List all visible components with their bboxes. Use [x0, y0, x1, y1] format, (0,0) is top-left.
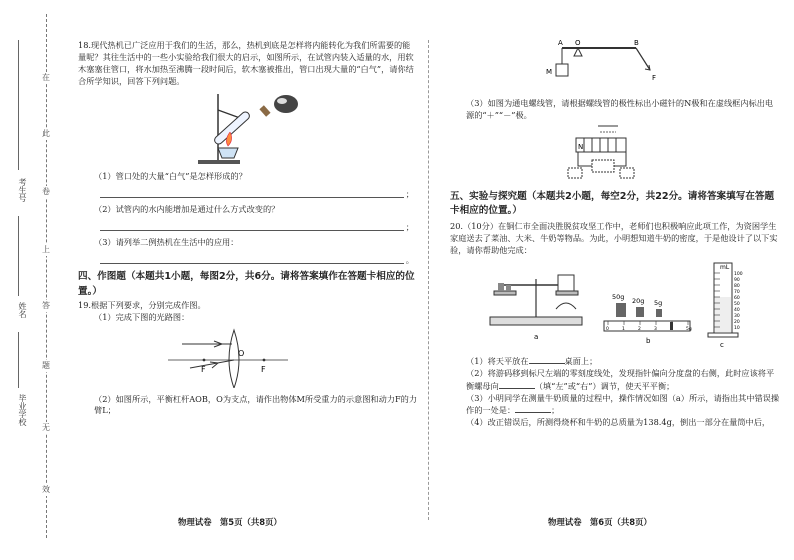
binding-mark: 题: [42, 361, 50, 370]
answer-line-1[interactable]: [100, 189, 414, 200]
q20-sub1: [450, 355, 780, 368]
answer-blank-3[interactable]: [515, 404, 551, 413]
label-m: M: [546, 68, 553, 76]
white-gas-cloud: [274, 95, 298, 113]
q20-sub1-text-b: 桌面上；: [564, 355, 598, 366]
lever-figure: [450, 36, 780, 92]
ruler-tick-label: 3: [654, 326, 657, 332]
dashed-box-left[interactable]: [568, 168, 582, 178]
clamp-arm: [218, 110, 240, 118]
field-line-name: [18, 216, 19, 296]
weight-50g: [616, 303, 626, 317]
fulcrum-icon: [574, 48, 582, 56]
q20-sub2-text-b: （填“左”或“右”）调节，使天平平衡；: [534, 380, 675, 391]
section-4-title: 四、作图题（本题共1小题，每图2分，共6分。请将答案填作在答题卡相应的位置。）: [78, 271, 415, 297]
object-m: [556, 64, 568, 76]
force-f-line: [636, 48, 650, 70]
section-5-title: 五、实验与探究题（本题共2小题，每空2分，共22分。请将答案填写在答题卡相应的位置。）: [450, 190, 775, 217]
solenoid-figure: [450, 122, 780, 184]
incident-ray-2: [190, 360, 234, 368]
right-pan: [556, 291, 578, 295]
cylinder-tick-label: 80: [734, 283, 740, 289]
answer-line-3[interactable]: [100, 255, 414, 266]
cylinder-tick-label: 100: [734, 271, 743, 277]
q19-stem: 19.根据下列要求，分别完成作图。: [78, 299, 206, 310]
ruler-tick-label: 1: [622, 326, 625, 332]
label-o: O: [575, 39, 581, 47]
cylinder-tick-label: 40: [734, 307, 740, 313]
answer-line-2[interactable]: [100, 222, 414, 233]
field-line-school: [18, 332, 19, 388]
label-f-right: F: [261, 364, 266, 374]
density-experiment-figure: [450, 257, 780, 351]
label-b: b: [646, 336, 651, 345]
ruler-tick-label: 5g: [686, 326, 692, 332]
dashed-box-right[interactable]: [620, 168, 634, 178]
binding-mark: 卷: [42, 187, 50, 196]
q19-sub3: （3）如图为通电螺线管，请根据螺线管的极性标出小磁针的N极和在虚线框内标出电源的“＋”“－”极。: [466, 97, 774, 120]
label-n: N: [578, 142, 584, 151]
alcohol-lamp: [218, 148, 238, 158]
ruler-tick-label: 2: [638, 326, 641, 332]
label-a: A: [558, 39, 563, 47]
focal-point-right: [263, 358, 266, 361]
weight-label-50g: 50g: [612, 292, 625, 301]
cylinder-tick-label: 50: [734, 301, 740, 307]
binding-mark: 答: [42, 301, 50, 310]
q19-sub1: （1）完成下图的光路图：: [94, 311, 190, 322]
field-label-name: 姓名: [18, 302, 27, 318]
cork-stopper: [259, 105, 270, 116]
beaker: [558, 275, 574, 291]
binding-mark: 在: [42, 73, 50, 82]
answer-blank-1[interactable]: [529, 355, 565, 364]
label-o: O: [238, 348, 245, 358]
stand-base: [198, 160, 240, 164]
weight-20g: [636, 307, 644, 317]
q20-sub1-text-a: （1）将天平放在: [466, 355, 529, 366]
focal-point-left: [203, 358, 206, 361]
convex-lens: [229, 330, 239, 388]
label-f: F: [652, 74, 657, 82]
q20-sub3-text-b: ；: [551, 405, 560, 416]
page-footer-left: 物理试卷 第5页（共8页）: [178, 517, 282, 527]
rider-icon[interactable]: [670, 322, 673, 330]
binding-dashed-line: [46, 14, 47, 538]
weight-5g: [656, 309, 662, 317]
weight-label-20g: 20g: [632, 296, 645, 305]
left-pan: [494, 291, 516, 295]
scale-ruler: [604, 321, 690, 331]
q20-stem: 20.（10分）在铜仁市全面决胜脱贫攻坚工作中，老师们也积极响应此项工作，为资困学生家庭送去了菜油、大米、牛奶等物品。为此，小明想知道牛奶的密度，于是他设计了以下实验，请你帮助他完成：: [450, 221, 778, 256]
field-label-exam-number: 考生号: [18, 178, 27, 202]
answer-line-3-end: 。: [405, 255, 414, 266]
field-label-school: 毕业学校: [18, 394, 27, 426]
lens-ray-figure: [78, 324, 418, 388]
q18-sub2: （2）试管内的水内能增加是通过什么方式改变的？: [94, 204, 280, 215]
page-divider: [428, 40, 429, 520]
white-gas-highlight: [277, 98, 287, 104]
q20-sub3-text-a: （3）小明同学在测量牛奶质量的过程中，操作情况如图（a）所示，请指出其中错误操作的一处是：: [466, 392, 780, 416]
label-a: a: [534, 332, 539, 341]
cylinder-tick-label: 10: [734, 325, 740, 331]
answer-blank-2[interactable]: [499, 380, 535, 389]
power-source-box[interactable]: [592, 160, 614, 172]
right-page: [450, 36, 780, 429]
label-b: B: [634, 39, 639, 47]
cylinder-base: [708, 333, 738, 337]
ruler-tick-label: 0: [606, 326, 609, 332]
q18-sub3: （3）请列举二例热机在生活中的应用：: [94, 237, 239, 248]
answer-line-1-end: ；: [405, 189, 414, 200]
label-ml: mL: [720, 263, 730, 271]
field-line-exam-number: [18, 40, 19, 170]
answer-line-2-end: ；: [405, 222, 414, 233]
q18-sub1: （1）管口处的大量“白气”是怎样形成的？: [94, 171, 247, 182]
steam-experiment-figure: [78, 88, 418, 168]
balance-base: [490, 317, 582, 325]
binding-mark: 效: [42, 485, 50, 494]
q18-stem: 18.现代热机已广泛应用于我们的生活，那么，热机到底是怎样将内能转化为我们所需要的能量呢？其往生活中的一些小实验给我们很大的启示，如图所示，在试管内装入适量的水，用软木塞塞住管口，将水加热至沸腾一段时间后，软木塞被推出，管口出现大量的“白气”，请你结合所学知识，回答下列问题。: [78, 40, 414, 86]
q19-sub2: （2）如图所示，平衡杠杆AOB，O为支点，请作出物体M所受重力的示意图和动力F的力臂L；: [94, 393, 418, 416]
hand-icon: [556, 303, 576, 309]
cylinder-tick-label: 90: [734, 277, 740, 283]
circuit-wire: [578, 152, 626, 166]
binding-mark: 此: [42, 129, 50, 138]
binding-margin: [0, 0, 70, 560]
binding-mark: 无: [42, 423, 50, 432]
cylinder-tick-label: 60: [734, 295, 740, 301]
q20-sub3: [450, 393, 780, 418]
q20-sub2-text-a: （2）将游码移到标尺左端的零刻度线处，发现指针偏向分度盘的右侧，此时应该将平衡螺母向: [466, 367, 775, 391]
left-page: [78, 40, 418, 417]
cylinder-tick-label: 70: [734, 289, 740, 295]
q20-sub2: [450, 368, 780, 393]
label-f-left: F: [201, 364, 206, 374]
cylinder-tick-label: 30: [734, 313, 740, 319]
binding-mark: 上: [42, 245, 50, 254]
q20-sub4: （4）改正错误后，所测得烧杯和牛奶的总质量为138.4g，倒出一部分在量筒中后，: [466, 417, 771, 428]
cylinder-tick-label: 20: [734, 319, 740, 325]
ray-arrow-icon: [210, 362, 218, 368]
weight-label-5g: 5g: [654, 298, 663, 307]
weight: [498, 283, 504, 291]
weight: [506, 285, 511, 291]
label-c: c: [720, 340, 724, 349]
page-footer-right: 物理试卷 第6页（共8页）: [548, 517, 652, 527]
